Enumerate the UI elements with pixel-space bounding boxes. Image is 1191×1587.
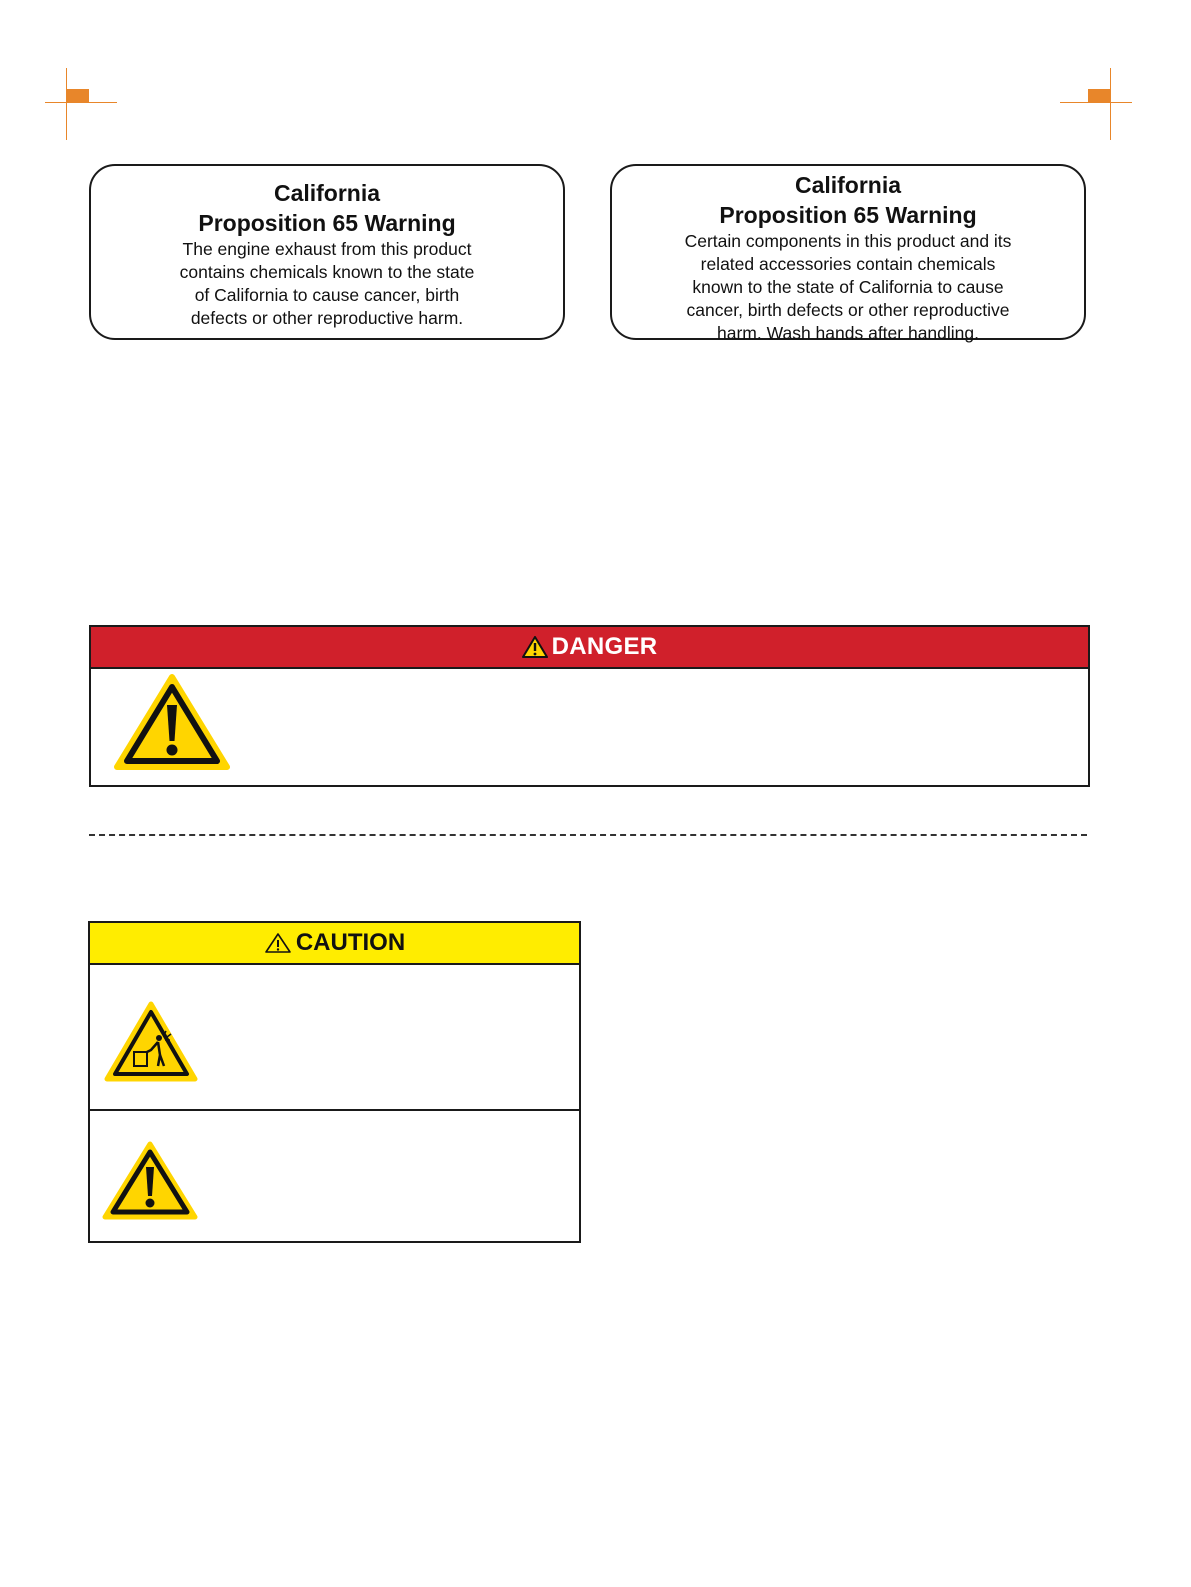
warning-header-icon xyxy=(522,636,548,658)
prop65-warning-box-components xyxy=(610,164,1086,343)
prop65-warning-box-engine xyxy=(89,164,565,340)
caution-row-divider xyxy=(90,1109,579,1111)
danger-label: DANGER xyxy=(551,633,658,660)
prop65-title-line2: Proposition 65 Warning xyxy=(719,202,977,228)
warning-outline-header-icon xyxy=(264,932,292,954)
warning-triangle-icon xyxy=(113,673,231,776)
caution-header xyxy=(90,923,579,965)
caution-panel xyxy=(88,921,581,1243)
prop65-body-line: Certain components in this product and its xyxy=(684,231,1012,251)
prop65-title-line2: Proposition 65 Warning xyxy=(198,210,456,236)
prop65-body-line: known to the state of California to cause xyxy=(692,277,1004,297)
caution-label: CAUTION xyxy=(295,929,406,956)
danger-header xyxy=(91,627,1088,669)
prop65-body-line: The engine exhaust from this product xyxy=(182,239,472,259)
danger-panel xyxy=(89,625,1090,787)
prop65-title-line1: California xyxy=(273,180,381,206)
prop65-body-line: harm. Wash hands after handling. xyxy=(717,323,979,343)
prop65-body-line: related accessories contain chemicals xyxy=(700,254,996,274)
heavy-lifting-hazard-icon xyxy=(104,1001,198,1088)
prop65-body-line: contains chemicals known to the state xyxy=(179,262,475,282)
prop65-title-line1: California xyxy=(794,172,902,198)
prop65-body-line: defects or other reproductive harm. xyxy=(190,308,464,328)
prop65-body-line: of California to cause cancer, birth xyxy=(194,285,460,305)
warning-triangle-icon xyxy=(102,1141,198,1226)
prop65-body-line: cancer, birth defects or other reproductive xyxy=(686,300,1010,320)
section-divider xyxy=(89,834,1087,836)
